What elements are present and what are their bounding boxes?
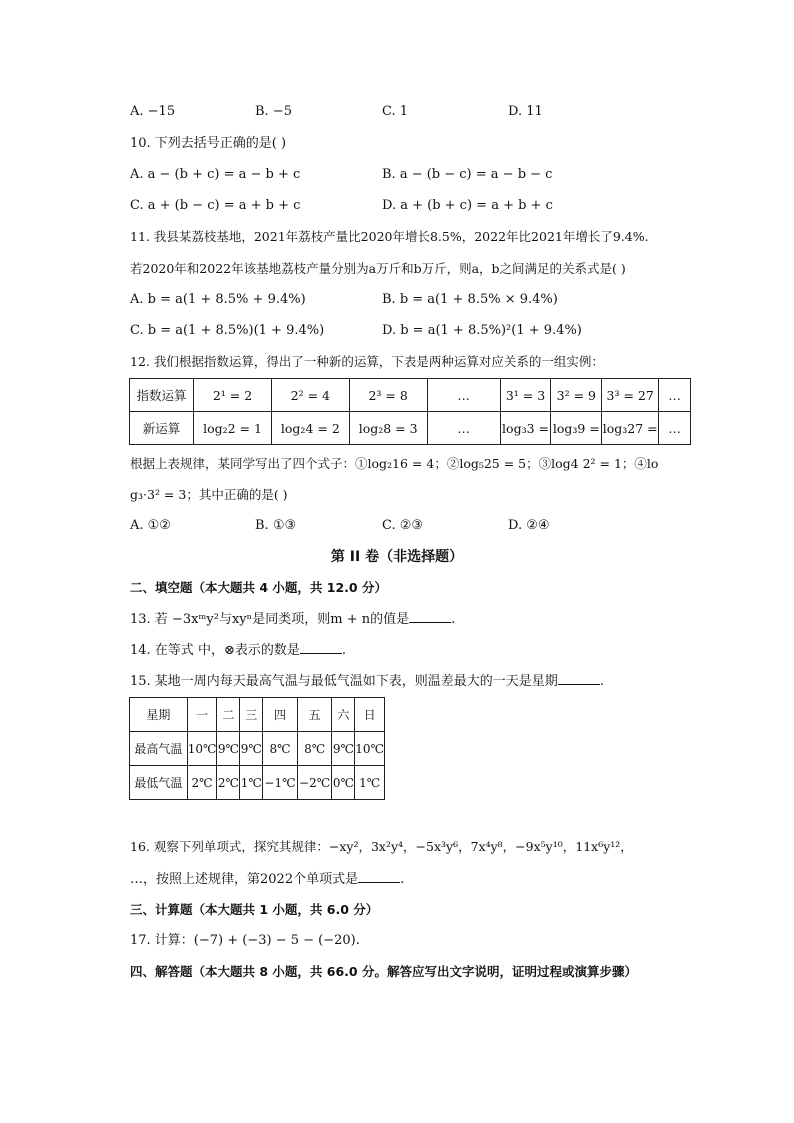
q14-period: .	[341, 643, 346, 658]
table-cell: −1℃	[263, 766, 298, 800]
section-fill-in-heading: 二、填空题（本大题共 4 小题，共 12.0 分）	[130, 580, 387, 595]
table-cell: −2℃	[297, 766, 332, 800]
table-cell: 二	[217, 698, 240, 732]
table-cell: 指数运算	[130, 379, 194, 412]
table-cell: 3¹ = 3	[500, 379, 551, 412]
q12-option-d: D. ②④	[508, 518, 550, 533]
q11-option-c: C. b = a(1 + 8.5%)(1 + 9.4%)	[130, 323, 325, 338]
q12-table-row	[130, 379, 691, 412]
q15-table-row	[130, 698, 385, 732]
table-cell: 最高气温	[130, 732, 188, 766]
table-cell: log₃3 =	[500, 412, 551, 445]
q11-option-a: A. b = a(1 + 8.5% + 9.4%)	[130, 292, 306, 307]
q12-table	[129, 378, 691, 445]
q12-option-b: B. ①③	[255, 518, 297, 533]
table-cell: 最低气温	[130, 766, 188, 800]
q13	[130, 610, 455, 629]
q12-stem: 12. 我们根据指数运算，得出了一种新的运算，下表是两种运算对应关系的一组实例：	[130, 354, 604, 369]
q16-line2	[130, 870, 404, 889]
q15-table-row	[130, 732, 385, 766]
q11-option-b: B. b = a(1 + 8.5% × 9.4%)	[382, 292, 558, 307]
q12-option-a: A. ①②	[130, 518, 171, 533]
q15-text: 15. 某地一周内每天最高气温与最低气温如下表，则温差最大的一天是星期	[130, 674, 558, 689]
q15-temperature-table	[129, 697, 385, 800]
q13-period: .	[451, 612, 456, 627]
q11-stem-line1: 11. 我县某荔枝基地，2021年荔枝产量比2020年增长8.5%，2022年比2021年增长了9.4%.	[130, 229, 649, 244]
q10-option-d: D. a + (b + c) = a + b + c	[382, 198, 553, 213]
q17: 17. 计算：(−7) + (−3) − 5 − (−20).	[130, 933, 360, 948]
q16-line1: 16. 观察下列单项式，探究其规律：−xy²，3x²y⁴，−5x³y⁶，7x⁴y⁸，−9x⁵y¹⁰，11x⁶y¹²，	[130, 839, 633, 854]
q9-option-c: C. 1	[382, 104, 409, 119]
section-solution-heading: 四、解答题（本大题共 8 小题，共 66.0 分。解答应写出文字说明，证明过程或演算步骤）	[130, 964, 637, 979]
q10-stem: 10. 下列去括号正确的是( )	[130, 136, 287, 151]
table-cell: log₃27 =	[602, 412, 659, 445]
q12-after-line2: g₃·3² = 3；其中正确的是( )	[130, 487, 288, 502]
table-cell: 2³ = 8	[349, 379, 427, 412]
table-cell: 2℃	[187, 766, 217, 800]
table-cell: log₃9 =	[551, 412, 602, 445]
table-cell: log₂8 = 3	[349, 412, 427, 445]
q12-table-row	[130, 412, 691, 445]
table-cell: 日	[355, 698, 385, 732]
q12-option-c: C. ②③	[382, 518, 424, 533]
table-cell: 五	[297, 698, 332, 732]
q15	[130, 672, 604, 691]
table-cell: 9℃	[240, 732, 263, 766]
section-calculation-heading: 三、计算题（本大题共 1 小题，共 6.0 分）	[130, 902, 379, 917]
table-cell: 星期	[130, 698, 188, 732]
table-cell: 2² = 4	[271, 379, 349, 412]
table-cell: 9℃	[332, 732, 355, 766]
table-cell: …	[427, 379, 500, 412]
q9-option-b: B. −5	[255, 104, 292, 119]
table-cell: 三	[240, 698, 263, 732]
q14-text: 14. 在等式 中，⊗表示的数是	[130, 643, 300, 658]
table-cell: 四	[263, 698, 298, 732]
table-cell: 新运算	[130, 412, 194, 445]
answer-blank	[358, 870, 400, 883]
table-cell: 1℃	[355, 766, 385, 800]
table-cell: 六	[332, 698, 355, 732]
q10-option-a: A. a − (b + c) = a − b + c	[130, 167, 301, 182]
q9-option-d: D. 11	[508, 104, 543, 119]
table-cell: log₂4 = 2	[271, 412, 349, 445]
table-cell: 10℃	[187, 732, 217, 766]
q15-table-row	[130, 766, 385, 800]
table-cell: 2¹ = 2	[194, 379, 272, 412]
q16-text: …，按照上述规律，第2022个单项式是	[130, 872, 359, 887]
table-cell: …	[659, 412, 691, 445]
q14	[130, 641, 346, 660]
table-cell: 3² = 9	[551, 379, 602, 412]
q10-option-c: C. a + (b − c) = a + b + c	[130, 198, 301, 213]
answer-blank	[300, 641, 342, 654]
table-cell: 2℃	[217, 766, 240, 800]
table-cell: 8℃	[263, 732, 298, 766]
table-cell: 1℃	[240, 766, 263, 800]
table-cell: 一	[187, 698, 217, 732]
table-cell: …	[427, 412, 500, 445]
table-cell: 0℃	[332, 766, 355, 800]
answer-blank	[558, 672, 600, 685]
table-cell: 10℃	[355, 732, 385, 766]
table-cell: 3³ = 27	[602, 379, 659, 412]
table-cell: 8℃	[297, 732, 332, 766]
q10-option-b: B. a − (b − c) = a − b − c	[382, 167, 553, 182]
table-cell: …	[659, 379, 691, 412]
q11-option-d: D. b = a(1 + 8.5%)²(1 + 9.4%)	[382, 323, 582, 338]
part2-title: 第 II 卷（非选择题）	[330, 549, 464, 565]
q12-after-line1: 根据上表规律，某同学写出了四个式子：①log₂16 = 4；②log₅25 = 5；③log4 2² = 1；④lo	[130, 456, 659, 471]
table-cell: 9℃	[217, 732, 240, 766]
answer-blank	[409, 610, 451, 623]
table-cell: log₂2 = 1	[194, 412, 272, 445]
q16-period: .	[400, 872, 405, 887]
q11-stem-line2: 若2020年和2022年该基地荔枝产量分别为a万斤和b万斤，则a，b之间满足的关系式是( )	[130, 261, 626, 276]
q15-period: .	[599, 674, 604, 689]
q13-text: 13. 若 −3xᵐy²与xyⁿ是同类项，则m + n的值是	[130, 612, 410, 627]
q9-option-a: A. −15	[130, 104, 176, 119]
